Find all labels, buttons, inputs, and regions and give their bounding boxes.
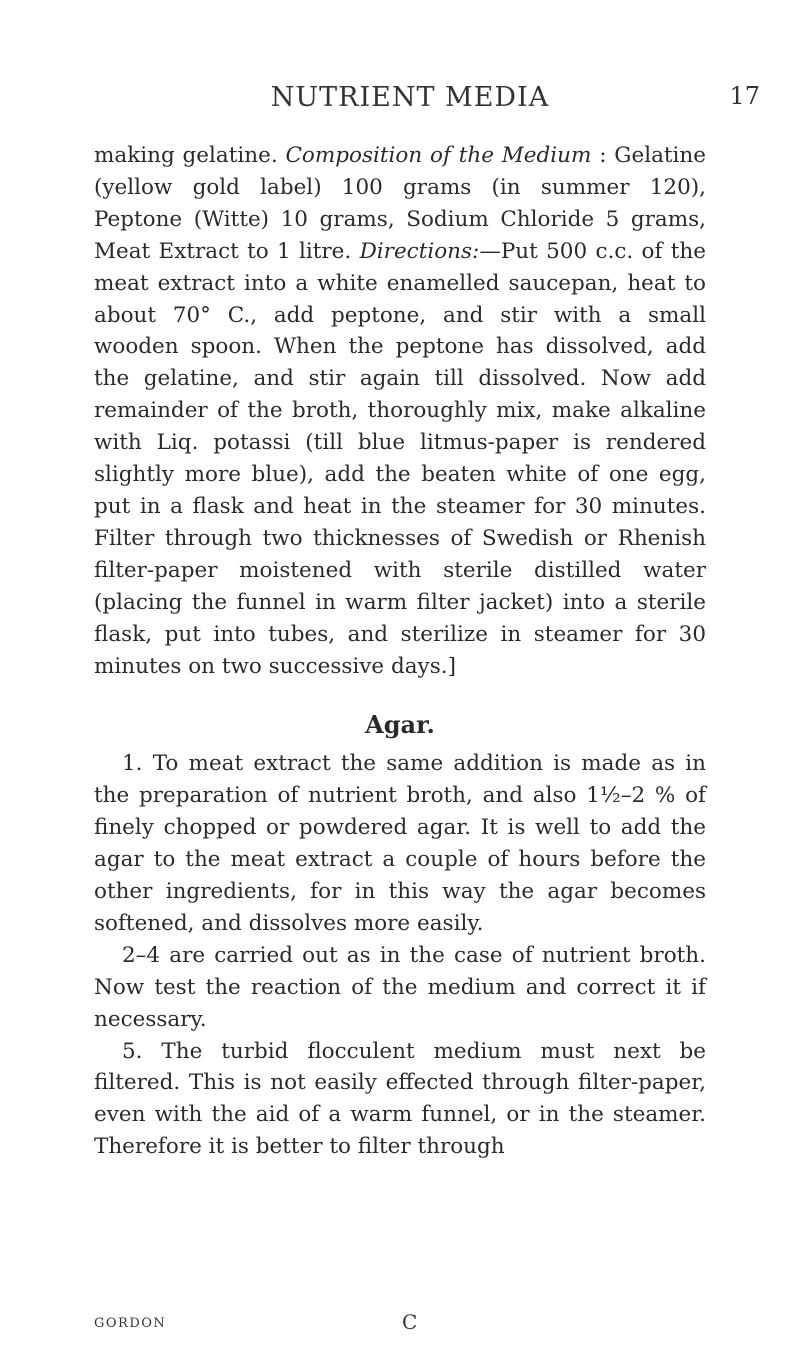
- signature-mark-letter: C: [402, 1310, 418, 1334]
- paragraph-text: making gelatine.: [94, 143, 286, 168]
- signature-mark-author: GORDON: [94, 1316, 167, 1331]
- paragraph-composition: [94, 140, 706, 682]
- section-heading: Agar.: [365, 710, 435, 740]
- page-footer: [94, 1310, 706, 1340]
- list-item: 5. The turbid flocculent medium must next be filtered. This is not easily effected through filter-paper, even with the aid of a warm funnel, or in the steamer. Therefore it is better to filter through: [94, 1038, 706, 1160]
- paragraph-text: : Gelatine (yellow gold label) 100 grams (in summer 120), Peptone (Witte) 10 grams, Sodium Chloride 5 grams, Meat Extract to 1 litre.: [94, 143, 706, 264]
- list-item: 2–4 are carried out as in the case of nutrient broth. Now test the reaction of the medium and correct it if necessary.: [94, 942, 706, 1032]
- page-number: 17: [729, 82, 760, 110]
- inline-heading-composition: Composition of the Medium: [285, 143, 592, 168]
- list-item: 1. To meat extract the same addition is made as in the preparation of nutrient broth, and also 1½–2 % of finely chopped or powdered agar. It is well to add the agar to the meat extract a couple of hours before the other ingredients, for in this way the agar becomes softened, and dissolves more easily.: [94, 751, 706, 936]
- inline-heading-directions: Directions:: [359, 238, 480, 264]
- paragraph-text: —Put 500 c.c. of the meat extract into a white enamelled saucepan, heat to about 70° C., add peptone, and stir with a small wooden spoon. When the peptone has dissolved, add the gelatine, and stir again till dissolved. Now add remainder of the broth, thoroughly mix, make alkaline with Liq. potassi (till blue litmus-paper is rendered slightly more blue), add the beaten white of one egg, put in a flask and heat in the steamer for 30 minutes. Filter through two thicknesses of Swedish or Rhenish filter-paper moistened with sterile distilled water (placing the funnel in warm filter jacket) into a sterile flask, put into tubes, and sterilize in steamer for 30 minutes on two successive days.]: [94, 238, 706, 679]
- page-header: [60, 82, 760, 122]
- running-head: NUTRIENT MEDIA: [270, 82, 550, 113]
- body-text: [94, 140, 706, 1163]
